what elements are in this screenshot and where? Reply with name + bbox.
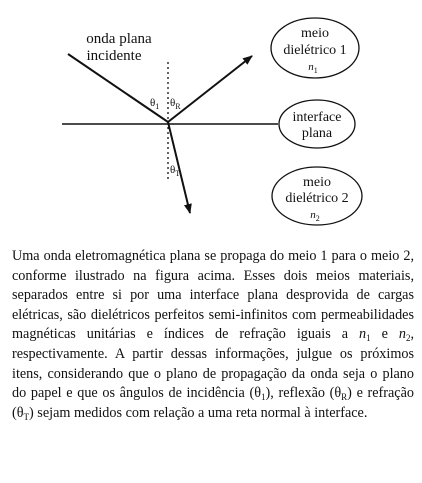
medium1-line1: meio: [301, 26, 329, 41]
medium1-index: $n_1$: [308, 61, 318, 75]
theta-symbol: θ: [254, 385, 262, 402]
angle-incidence-label: $\theta_1$: [150, 97, 160, 111]
text-segment: ), reflexão (: [265, 385, 335, 402]
index-symbol: n: [398, 326, 406, 343]
medium1-line2: dielétrico 1: [283, 43, 347, 58]
incident-label-line1: onda plana: [86, 31, 152, 47]
medium2-line2: dielétrico 2: [285, 191, 349, 206]
text-segment: , respectivamente. A partir dessas informações, julgue os próximos itens, considerando que o plano de propagação da onda seja o plano do papel e que os ângulos de incidência (: [12, 326, 414, 402]
text-segment: e: [370, 326, 399, 343]
theta-symbol: θ: [334, 385, 342, 402]
medium2-index: $n_2$: [310, 209, 320, 223]
incident-label-line2: incidente: [86, 48, 142, 64]
index-subscript: 2: [405, 333, 411, 344]
incident-ray: [68, 54, 168, 122]
text-segment: Uma onda eletromagnética plana se propaga do meio 1 para o meio 2, conforme ilustrado na figura acima. Esses dois meios materiais, separados entre si por uma interface plana desprovida de cargas elétricas, são dielétricos perfeitos semi-infinitos com permeabilidades magnéticas unitárias e índices de refração iguais a: [12, 248, 414, 343]
angle-reflection-label: $\theta_R$: [170, 97, 181, 111]
theta-subscript: 1: [261, 392, 266, 403]
index-symbol: n: [359, 326, 367, 343]
theta-subscript: T: [23, 411, 30, 422]
theta-symbol: θ: [16, 404, 24, 421]
medium2-line1: meio: [303, 175, 331, 190]
diagram-figure: [0, 0, 422, 240]
index-subscript: 1: [366, 333, 371, 344]
text-segment: ) sejam medidos com relação a uma reta normal à interface.: [29, 404, 368, 421]
reflected-ray: [168, 56, 252, 122]
interface-label-line2: plana: [301, 126, 333, 141]
theta-subscript: R: [341, 392, 348, 403]
angle-refraction-label: $\theta_T$: [170, 164, 181, 178]
interface-label-line1: interface: [292, 110, 342, 125]
text-segment: ) e refração (: [12, 385, 414, 421]
question-paragraph: [12, 247, 414, 423]
